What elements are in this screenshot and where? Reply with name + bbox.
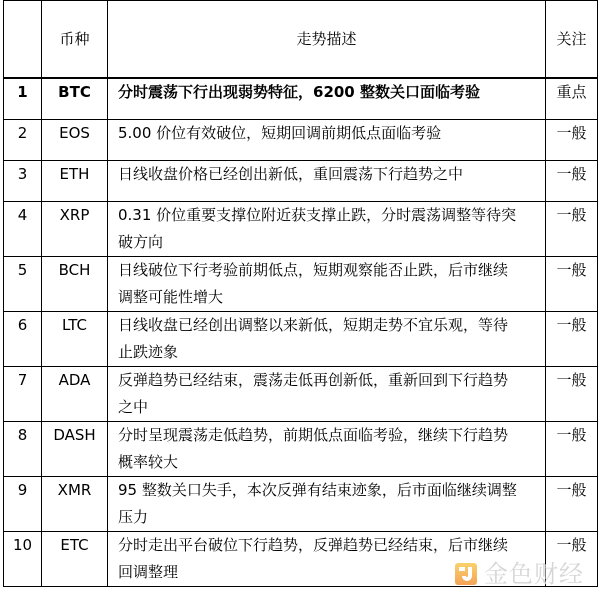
- trend-table: [3, 0, 598, 587]
- watermark-text: 金色财经: [484, 560, 584, 588]
- table-row: [4, 202, 598, 257]
- trend-description-line: 95 整数关口失手，本次反弹有结束迹象，后市面临继续调整: [118, 481, 517, 499]
- header-row: [4, 1, 598, 79]
- row-index-cell: 4: [4, 202, 42, 257]
- row-index-cell: 8: [4, 422, 42, 477]
- trend-description-cell: [108, 78, 546, 120]
- row-index-cell: 10: [4, 532, 42, 587]
- row-index-cell: 7: [4, 367, 42, 422]
- trend-description-line: 日线收盘价格已经创出新低，重回震荡下行趋势之中: [118, 165, 464, 183]
- table-row: [4, 78, 598, 120]
- focus-level-cell: 一般: [546, 202, 598, 257]
- trend-description-cell: [108, 120, 546, 161]
- coin-cell: EOS: [42, 120, 108, 161]
- trend-description-cell: [108, 422, 546, 477]
- trend-description-cell: [108, 477, 546, 532]
- row-index-cell: 1: [4, 78, 42, 120]
- table-row: [4, 422, 598, 477]
- trend-description-cell: [108, 312, 546, 367]
- trend-description-line: 之中: [118, 398, 149, 416]
- table-row: [4, 257, 598, 312]
- table-row: [4, 161, 598, 202]
- trend-description-cell: [108, 161, 546, 202]
- trend-description-line: 止跌迹象: [118, 343, 179, 361]
- header-index: [4, 1, 42, 79]
- trend-description-line: 回调整理: [118, 563, 179, 581]
- coin-cell: ETH: [42, 161, 108, 202]
- coin-cell: XRP: [42, 202, 108, 257]
- focus-level-cell: 一般: [546, 532, 598, 587]
- coin-cell: ETC: [42, 532, 108, 587]
- focus-level-cell: 重点: [546, 78, 598, 120]
- trend-description-line: 调整可能性增大: [118, 288, 224, 306]
- table-row: [4, 477, 598, 532]
- table-row: [4, 120, 598, 161]
- trend-description-line: 0.31 价位重要支撑位附近获支撑止跌，分时震荡调整等待突: [118, 206, 517, 224]
- header-coin: 币种: [42, 1, 108, 79]
- trend-description-line: 分时震荡下行出现弱势特征，6200 整数关口面临考验: [118, 83, 480, 101]
- coin-cell: BCH: [42, 257, 108, 312]
- focus-level-cell: 一般: [546, 120, 598, 161]
- trend-description-line: 分时呈现震荡走低趋势，前期低点面临考验，继续下行趋势: [118, 426, 509, 444]
- trend-description-line: 5.00 价位有效破位，短期回调前期低点面临考验: [118, 124, 442, 142]
- trend-description-cell: [108, 202, 546, 257]
- trend-description-line: 反弹趋势已经结束，震荡走低再创新低，重新回到下行趋势: [118, 371, 509, 389]
- row-index-cell: 3: [4, 161, 42, 202]
- coin-cell: LTC: [42, 312, 108, 367]
- trend-description-line: 分时走出平台破位下行趋势，反弹趋势已经结束，后市继续: [118, 536, 509, 554]
- header-trend: 走势描述: [108, 1, 546, 79]
- trend-description-cell: [108, 257, 546, 312]
- row-index-cell: 5: [4, 257, 42, 312]
- table-row: [4, 312, 598, 367]
- coin-cell: ADA: [42, 367, 108, 422]
- focus-level-cell: 一般: [546, 367, 598, 422]
- table-body: [4, 78, 598, 587]
- focus-level-cell: 一般: [546, 422, 598, 477]
- focus-level-cell: 一般: [546, 312, 598, 367]
- focus-level-cell: 一般: [546, 161, 598, 202]
- trend-description-cell: [108, 367, 546, 422]
- table-row: [4, 367, 598, 422]
- row-index-cell: 6: [4, 312, 42, 367]
- trend-description-line: 压力: [118, 508, 149, 526]
- coin-cell: DASH: [42, 422, 108, 477]
- trend-description-line: 破方向: [118, 233, 164, 251]
- trend-description-line: 概率较大: [118, 453, 179, 471]
- focus-level-cell: 一般: [546, 257, 598, 312]
- watermark: [454, 558, 594, 590]
- row-index-cell: 9: [4, 477, 42, 532]
- focus-level-cell: 一般: [546, 477, 598, 532]
- trend-description-line: 日线破位下行考验前期低点，短期观察能否止跌，后市继续: [118, 261, 509, 279]
- trend-description-line: 日线收盘已经创出调整以来新低，短期走势不宜乐观，等待: [118, 316, 509, 334]
- jinse-logo-icon: [454, 562, 478, 586]
- coin-cell: BTC: [42, 78, 108, 120]
- row-index-cell: 2: [4, 120, 42, 161]
- table-header: [4, 1, 598, 79]
- header-focus: 关注: [546, 1, 598, 79]
- coin-cell: XMR: [42, 477, 108, 532]
